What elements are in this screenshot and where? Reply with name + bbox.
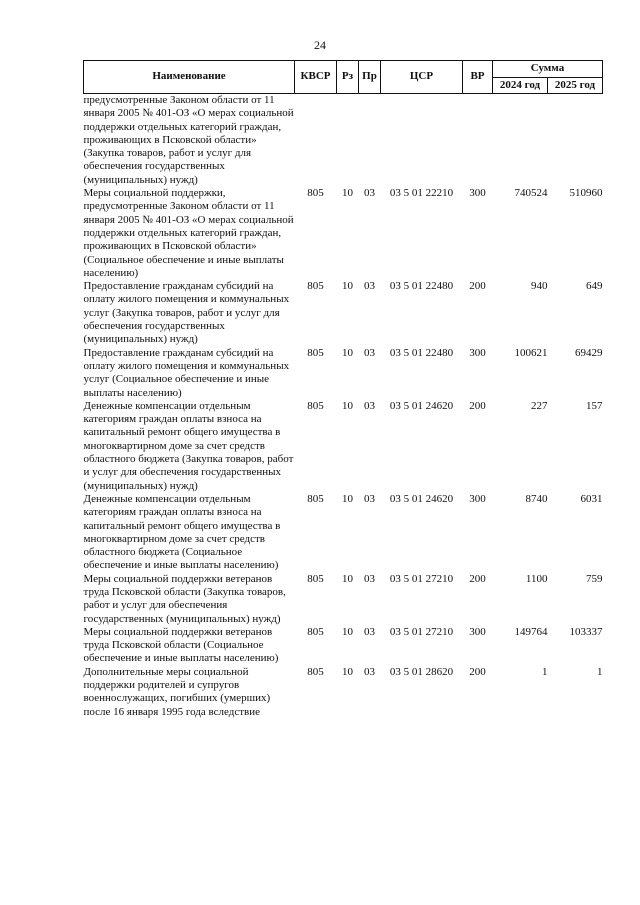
row-sum-2024: 149764 <box>514 625 548 638</box>
row-name: Меры социальной поддержки, предусмотренные Законом области от 11 января 2005 № 401-ОЗ «О мерах социальной поддержки отдельных категорий граждан, проживающих в Псковской области» (Социальное обеспечение и иные выплаты населению) <box>83 187 294 279</box>
row-sum-2024: 940 <box>531 280 548 293</box>
row-sum-2025: 510960 <box>569 187 603 200</box>
budget-table <box>83 60 603 719</box>
table-row <box>84 280 603 346</box>
table-row <box>84 347 603 400</box>
row-kvsr: 805 <box>307 492 324 505</box>
row-rz: 10 <box>342 492 353 505</box>
row-kvsr: 805 <box>307 280 324 293</box>
row-sum-2024: 1100 <box>525 572 548 585</box>
row-rz: 10 <box>342 346 353 359</box>
row-sum-2025: 1 <box>597 665 603 678</box>
row-pr: 03 <box>364 346 375 359</box>
row-csr: 03 5 01 27210 <box>389 625 454 638</box>
row-vr: 300 <box>469 492 486 505</box>
row-csr: 03 5 01 27210 <box>389 572 454 585</box>
row-sum-2025: 6031 <box>580 492 603 505</box>
header-csr: ЦСР <box>381 61 463 94</box>
row-sum-2025: 649 <box>586 280 603 293</box>
row-name: предусмотренные Законом области от 11 января 2005 № 401-ОЗ «О мерах социальной поддержки отдельных категорий граждан, проживающих в Псковской области» (Закупка товаров, работ и услуг для обеспечения государственных (муниципальных) нужд) <box>83 94 294 186</box>
row-vr: 200 <box>469 665 486 678</box>
row-kvsr: 805 <box>307 346 324 359</box>
row-name: Меры социальной поддержки ветеранов труда Псковской области (Закупка товаров, работ и услуг для обеспечения государственных (муниципальных) нужд) <box>83 572 286 625</box>
header-vr: ВР <box>463 61 493 94</box>
header-sum: Сумма <box>493 61 603 78</box>
header-rz: Рз <box>337 61 359 94</box>
row-vr: 200 <box>469 280 486 293</box>
row-csr: 03 5 01 22480 <box>389 280 454 293</box>
row-rz: 10 <box>342 665 353 678</box>
header-year-2024: 2024 год <box>493 77 548 94</box>
row-rz: 10 <box>342 625 353 638</box>
header-year-2025: 2025 год <box>548 77 603 94</box>
row-rz: 10 <box>342 399 353 412</box>
row-name: Предоставление гражданам субсидий на оплату жилого помещения и коммунальных услуг (Закупка товаров, работ и услуг для обеспечения государственных (муниципальных) нужд) <box>83 280 290 346</box>
row-sum-2024: 1 <box>542 665 548 678</box>
row-vr: 300 <box>469 625 486 638</box>
row-pr: 03 <box>364 625 375 638</box>
row-pr: 03 <box>364 399 375 412</box>
row-csr: 03 5 01 28620 <box>389 665 454 678</box>
row-kvsr: 805 <box>307 187 324 200</box>
table-body <box>84 94 603 719</box>
row-pr: 03 <box>364 572 375 585</box>
table-row <box>84 187 603 280</box>
row-rz: 10 <box>342 280 353 293</box>
row-sum-2025: 759 <box>586 572 603 585</box>
row-csr <box>381 94 463 188</box>
row-rz: 10 <box>342 187 353 200</box>
row-sum-2024: 227 <box>531 399 548 412</box>
table-row <box>84 400 603 493</box>
row-kvsr: 805 <box>307 665 324 678</box>
header-pr: Пр <box>359 61 381 94</box>
row-sum-2024: 100621 <box>514 346 548 359</box>
row-pr: 03 <box>364 187 375 200</box>
row-name: Денежные компенсации отдельным категориям граждан оплаты взноса на капитальный ремонт общего имущества в многоквартирном доме за счет средств областного бюджета (Закупка товаров, работ и услуг для обеспечения государственных (муниципальных) нужд) <box>83 399 294 492</box>
row-vr: 200 <box>469 399 486 412</box>
row-pr <box>359 94 381 188</box>
row-vr: 300 <box>469 187 486 200</box>
row-name: Денежные компенсации отдельным категориям граждан оплаты взноса на капитальный ремонт общего имущества в многоквартирном доме за счет средств областного бюджета (Социальное обеспечение и иные выплаты населению) <box>83 492 281 572</box>
page-number: 24 <box>314 38 326 52</box>
row-sum-2024 <box>493 94 548 188</box>
row-kvsr: 805 <box>307 625 324 638</box>
row-pr: 03 <box>364 492 375 505</box>
table-row <box>84 666 603 719</box>
row-csr: 03 5 01 24620 <box>389 492 454 505</box>
row-name: Предоставление гражданам субсидий на оплату жилого помещения и коммунальных услуг (Социальное обеспечение и иные выплаты населению) <box>83 346 290 399</box>
row-sum-2025: 157 <box>586 399 603 412</box>
row-csr: 03 5 01 22480 <box>389 346 454 359</box>
row-vr <box>463 94 493 188</box>
table-header <box>84 61 603 94</box>
row-name: Меры социальной поддержки ветеранов труда Псковской области (Социальное обеспечение и иные выплаты населению) <box>83 625 279 665</box>
table-row <box>84 94 603 188</box>
table-row <box>84 493 603 573</box>
row-rz: 10 <box>342 572 353 585</box>
row-sum-2024: 8740 <box>525 492 548 505</box>
row-kvsr <box>295 94 337 188</box>
row-pr: 03 <box>364 665 375 678</box>
row-kvsr: 805 <box>307 572 324 585</box>
row-pr: 03 <box>364 280 375 293</box>
row-rz <box>337 94 359 188</box>
row-kvsr: 805 <box>307 399 324 412</box>
row-sum-2025: 69429 <box>575 346 603 359</box>
row-vr: 200 <box>469 572 486 585</box>
row-sum-2025: 103337 <box>569 625 603 638</box>
header-name: Наименование <box>84 61 295 94</box>
row-csr: 03 5 01 24620 <box>389 399 454 412</box>
row-sum-2024: 740524 <box>514 187 548 200</box>
table-row <box>84 626 603 666</box>
header-kvsr: КВСР <box>295 61 337 94</box>
row-csr: 03 5 01 22210 <box>389 187 454 200</box>
table-row <box>84 573 603 626</box>
row-sum-2025 <box>548 94 603 188</box>
row-name: Дополнительные меры социальной поддержки родителей и супругов военнослужащих, погибших (умерших) после 16 января 1995 года вследствие <box>83 665 271 718</box>
row-vr: 300 <box>469 346 486 359</box>
